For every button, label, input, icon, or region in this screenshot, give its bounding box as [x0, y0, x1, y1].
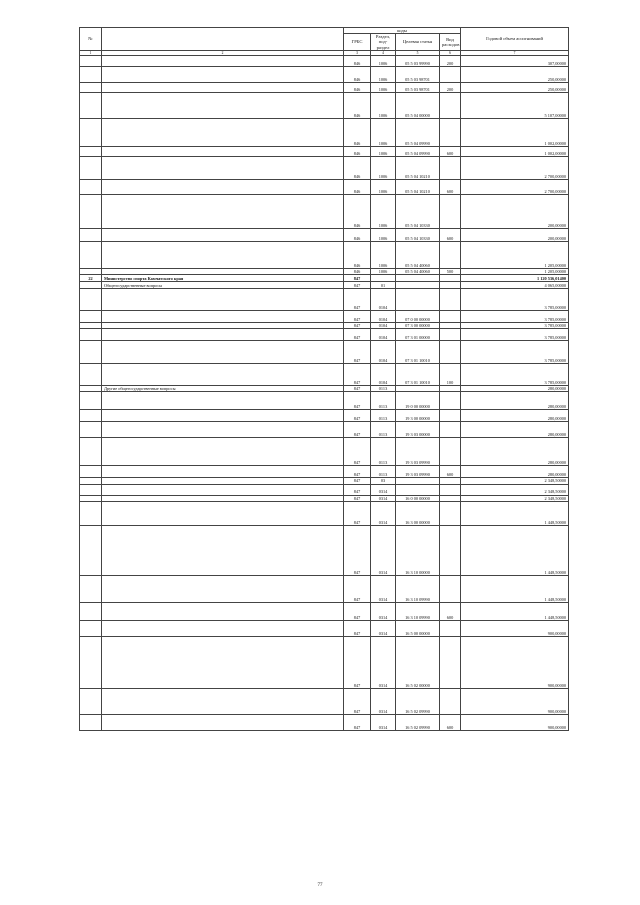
row-grbs: 847 — [344, 329, 371, 341]
row-amount: 1 205,00000 — [461, 241, 569, 268]
row-razdel: 0113 — [371, 392, 396, 410]
row-amount: 280,00000 — [461, 386, 569, 392]
table-row — [80, 392, 569, 410]
row-number — [80, 410, 102, 422]
row-expense-type — [440, 118, 461, 146]
row-grbs: 847 — [344, 410, 371, 422]
row-razdel: 01 — [371, 282, 396, 289]
table-row — [80, 82, 569, 92]
column-number: 2 — [102, 50, 344, 55]
row-target-item: 05 5 03 98701 — [396, 82, 440, 92]
row-amount: 280,00000 — [461, 410, 569, 422]
row-amount: 2 348,50000 — [461, 484, 569, 495]
row-number — [80, 620, 102, 636]
row-amount: 1 448,50000 — [461, 575, 569, 602]
row-expense-type — [440, 341, 461, 364]
row-razdel: 0314 — [371, 602, 396, 620]
row-amount: 280,00000 — [461, 392, 569, 410]
row-razdel: 0113 — [371, 466, 396, 478]
row-expense-type — [440, 282, 461, 289]
row-target-item: 16 3 10 09990 — [396, 575, 440, 602]
row-expense-type: 500 — [440, 268, 461, 274]
row-expense-type: 600 — [440, 228, 461, 241]
row-number — [80, 438, 102, 466]
row-number: 22 — [80, 275, 102, 282]
table-row — [80, 501, 569, 525]
table-row — [80, 146, 569, 156]
row-grbs: 846 — [344, 194, 371, 228]
row-name — [102, 438, 344, 466]
row-name — [102, 466, 344, 478]
row-target-item: 07 3 00 00000 — [396, 323, 440, 329]
row-grbs: 847 — [344, 714, 371, 730]
row-grbs: 847 — [344, 602, 371, 620]
row-number — [80, 714, 102, 730]
row-name — [102, 422, 344, 438]
row-grbs: 847 — [344, 289, 371, 311]
row-name — [102, 364, 344, 386]
row-target-item: 16 5 02 09990 — [396, 714, 440, 730]
row-number — [80, 466, 102, 478]
row-grbs: 846 — [344, 66, 371, 82]
row-amount: 1 448,50000 — [461, 602, 569, 620]
row-expense-type — [440, 241, 461, 268]
row-razdel: 0104 — [371, 329, 396, 341]
row-amount: 3 785,00000 — [461, 364, 569, 386]
row-number — [80, 146, 102, 156]
table-row — [80, 228, 569, 241]
row-expense-type — [440, 438, 461, 466]
row-name — [102, 82, 344, 92]
row-target-item: 05 5 04 10330 — [396, 194, 440, 228]
row-razdel: 0113 — [371, 422, 396, 438]
row-expense-type — [440, 422, 461, 438]
row-target-item: 05 5 03 99990 — [396, 55, 440, 66]
page-number: 77 — [317, 883, 323, 888]
row-expense-type — [440, 92, 461, 118]
row-expense-type: 200 — [440, 55, 461, 66]
row-number — [80, 422, 102, 438]
row-target-item: 07 0 00 00000 — [396, 311, 440, 323]
row-target-item — [396, 484, 440, 495]
row-grbs: 846 — [344, 82, 371, 92]
row-grbs: 847 — [344, 392, 371, 410]
column-header-name — [102, 28, 344, 51]
row-name — [102, 146, 344, 156]
row-number — [80, 311, 102, 323]
column-number: 3 — [344, 50, 371, 55]
row-name — [102, 241, 344, 268]
row-amount: 900,00000 — [461, 636, 569, 688]
column-header-codes: коды — [344, 28, 461, 34]
row-amount: 200,00000 — [461, 228, 569, 241]
table-row — [80, 620, 569, 636]
table-row — [80, 275, 569, 282]
row-amount: 3 785,00000 — [461, 323, 569, 329]
row-amount: 2 700,00000 — [461, 179, 569, 194]
row-grbs: 846 — [344, 55, 371, 66]
row-number — [80, 55, 102, 66]
row-target-item: 05 5 04 10210 — [396, 179, 440, 194]
table-row — [80, 311, 569, 323]
column-header-razdel: Раздел, под-раздел — [371, 34, 396, 51]
row-target-item: 16 3 00 00000 — [396, 501, 440, 525]
table-row — [80, 410, 569, 422]
row-number — [80, 484, 102, 495]
row-grbs: 847 — [344, 575, 371, 602]
row-razdel: 0314 — [371, 501, 396, 525]
row-number — [80, 289, 102, 311]
row-expense-type — [440, 329, 461, 341]
row-name — [102, 714, 344, 730]
row-name — [102, 55, 344, 66]
row-grbs: 846 — [344, 241, 371, 268]
row-name — [102, 501, 344, 525]
row-amount: 3 785,00000 — [461, 289, 569, 311]
table-body — [80, 55, 569, 730]
row-grbs: 847 — [344, 466, 371, 478]
row-grbs: 847 — [344, 636, 371, 688]
row-target-item: 16 0 00 00000 — [396, 495, 440, 501]
row-expense-type: 600 — [440, 146, 461, 156]
row-target-item: 19 0 00 00000 — [396, 392, 440, 410]
table-row — [80, 341, 569, 364]
table-row — [80, 194, 569, 228]
row-grbs: 846 — [344, 156, 371, 179]
row-target-item: 05 5 04 09990 — [396, 146, 440, 156]
row-amount: 900,00000 — [461, 688, 569, 714]
row-razdel: 1006 — [371, 66, 396, 82]
row-amount: 1 002,00000 — [461, 118, 569, 146]
row-expense-type — [440, 410, 461, 422]
row-target-item: 05 5 04 09990 — [396, 118, 440, 146]
row-grbs: 847 — [344, 364, 371, 386]
row-amount: 900,00000 — [461, 620, 569, 636]
column-number: 5 — [396, 50, 440, 55]
table-row — [80, 156, 569, 179]
row-expense-type — [440, 501, 461, 525]
table-row — [80, 329, 569, 341]
table-row — [80, 636, 569, 688]
row-target-item: 16 3 10 09990 — [396, 602, 440, 620]
row-number — [80, 118, 102, 146]
row-razdel: 0104 — [371, 341, 396, 364]
table-row — [80, 466, 569, 478]
row-razdel: 0113 — [371, 410, 396, 422]
row-grbs: 846 — [344, 118, 371, 146]
row-razdel: 0104 — [371, 364, 396, 386]
row-razdel: 0104 — [371, 289, 396, 311]
table-row — [80, 438, 569, 466]
budget-table-sheet — [79, 27, 568, 731]
row-razdel: 03 — [371, 478, 396, 484]
row-amount: 250,00000 — [461, 66, 569, 82]
row-number — [80, 156, 102, 179]
row-number — [80, 228, 102, 241]
row-grbs: 847 — [344, 484, 371, 495]
row-number — [80, 525, 102, 575]
row-number — [80, 688, 102, 714]
row-grbs: 847 — [344, 282, 371, 289]
row-target-item — [396, 282, 440, 289]
budget-table — [79, 27, 569, 731]
row-name — [102, 92, 344, 118]
table-row — [80, 66, 569, 82]
row-number — [80, 501, 102, 525]
row-razdel: 1006 — [371, 179, 396, 194]
row-name — [102, 636, 344, 688]
row-number — [80, 602, 102, 620]
row-razdel: 1006 — [371, 118, 396, 146]
row-expense-type — [440, 156, 461, 179]
row-number — [80, 575, 102, 602]
row-expense-type — [440, 66, 461, 82]
row-number — [80, 241, 102, 268]
table-row — [80, 364, 569, 386]
table-row — [80, 289, 569, 311]
row-amount: 3 785,00000 — [461, 311, 569, 323]
row-amount: 3 785,00000 — [461, 341, 569, 364]
row-name — [102, 289, 344, 311]
row-amount: 1 120 536,01400 — [461, 275, 569, 282]
row-razdel: 0314 — [371, 575, 396, 602]
row-grbs: 847 — [344, 323, 371, 329]
row-target-item: 19 3 03 09990 — [396, 438, 440, 466]
row-grbs: 847 — [344, 275, 371, 282]
row-amount: 900,00000 — [461, 714, 569, 730]
row-target-item: 05 5 04 40060 — [396, 241, 440, 268]
row-target-item: 05 5 04 10210 — [396, 156, 440, 179]
row-expense-type: 600 — [440, 466, 461, 478]
row-razdel: 1006 — [371, 156, 396, 179]
row-number — [80, 392, 102, 410]
row-expense-type: 100 — [440, 364, 461, 386]
row-target-item: 07 3 01 10010 — [396, 364, 440, 386]
row-name — [102, 688, 344, 714]
table-row — [80, 525, 569, 575]
row-grbs: 847 — [344, 501, 371, 525]
row-razdel: 0314 — [371, 688, 396, 714]
row-amount: 280,00000 — [461, 438, 569, 466]
column-header-number: № — [80, 28, 102, 51]
row-razdel: 0314 — [371, 495, 396, 501]
row-grbs: 846 — [344, 228, 371, 241]
row-razdel: 0113 — [371, 438, 396, 466]
table-row — [80, 179, 569, 194]
column-number: 7 — [461, 50, 569, 55]
row-target-item: 05 5 04 00000 — [396, 92, 440, 118]
row-amount: 1 448,50000 — [461, 501, 569, 525]
row-grbs: 847 — [344, 438, 371, 466]
row-target-item: 05 5 04 10330 — [396, 228, 440, 241]
column-number: 1 — [80, 50, 102, 55]
row-razdel: 0104 — [371, 311, 396, 323]
row-name — [102, 329, 344, 341]
row-amount: 1 002,00000 — [461, 146, 569, 156]
row-amount: 200,00000 — [461, 194, 569, 228]
row-grbs: 847 — [344, 525, 371, 575]
row-razdel: 0314 — [371, 484, 396, 495]
row-amount: 307,00000 — [461, 55, 569, 66]
row-name — [102, 66, 344, 82]
row-target-item: 07 3 01 00000 — [396, 329, 440, 341]
row-razdel: 0113 — [371, 386, 396, 392]
row-expense-type — [440, 194, 461, 228]
row-razdel: 1006 — [371, 92, 396, 118]
column-header-expense-type: Вид расходов — [440, 34, 461, 51]
row-expense-type — [440, 525, 461, 575]
row-expense-type — [440, 311, 461, 323]
row-expense-type: 600 — [440, 602, 461, 620]
row-razdel: 0314 — [371, 636, 396, 688]
row-amount: 2 348,50000 — [461, 478, 569, 484]
row-name — [102, 602, 344, 620]
row-target-item: 19 3 03 09990 — [396, 466, 440, 478]
row-grbs: 847 — [344, 422, 371, 438]
row-razdel: 1006 — [371, 268, 396, 274]
row-razdel: 0104 — [371, 323, 396, 329]
row-name — [102, 194, 344, 228]
row-target-item: 16 5 00 00000 — [396, 620, 440, 636]
row-grbs: 847 — [344, 311, 371, 323]
row-expense-type — [440, 289, 461, 311]
column-header-amount: Годовой объем ассигнований — [461, 28, 569, 51]
row-amount: 280,00000 — [461, 466, 569, 478]
row-target-item: 19 3 00 00000 — [396, 410, 440, 422]
table-row — [80, 422, 569, 438]
row-razdel — [371, 275, 396, 282]
row-expense-type: 600 — [440, 179, 461, 194]
row-name — [102, 118, 344, 146]
row-name — [102, 410, 344, 422]
column-number: 6 — [440, 50, 461, 55]
row-razdel: 1006 — [371, 241, 396, 268]
row-amount: 1 205,00000 — [461, 268, 569, 274]
row-razdel: 1006 — [371, 82, 396, 92]
row-target-item: 05 5 03 98701 — [396, 66, 440, 82]
row-name: Министерство спорта Камчатского края — [102, 275, 344, 282]
row-razdel: 1006 — [371, 146, 396, 156]
row-expense-type — [440, 575, 461, 602]
row-name: Общегосударственные вопросы — [102, 282, 344, 289]
column-header-target-item: Целевая статья — [396, 34, 440, 51]
row-grbs: 847 — [344, 620, 371, 636]
row-name: Другие общегосударственные вопросы — [102, 386, 344, 392]
row-number — [80, 179, 102, 194]
row-name — [102, 620, 344, 636]
row-amount: 4 065,00000 — [461, 282, 569, 289]
column-header-grbs: ГРБС — [344, 34, 371, 51]
row-name — [102, 392, 344, 410]
row-razdel: 1006 — [371, 55, 396, 66]
row-razdel: 1006 — [371, 194, 396, 228]
table-row — [80, 118, 569, 146]
row-target-item: 16 5 02 09990 — [396, 688, 440, 714]
row-target-item: 16 3 10 00000 — [396, 525, 440, 575]
row-amount: 2 348,50000 — [461, 495, 569, 501]
row-name — [102, 525, 344, 575]
row-grbs: 847 — [344, 495, 371, 501]
column-number: 4 — [371, 50, 396, 55]
table-row — [80, 92, 569, 118]
row-name — [102, 228, 344, 241]
row-target-item: 07 3 01 10010 — [396, 341, 440, 364]
row-name — [102, 156, 344, 179]
row-amount: 3 785,00000 — [461, 329, 569, 341]
row-grbs: 847 — [344, 478, 371, 484]
row-target-item: 05 5 04 40060 — [396, 268, 440, 274]
row-number — [80, 92, 102, 118]
row-amount: 5 107,00000 — [461, 92, 569, 118]
row-grbs: 846 — [344, 92, 371, 118]
table-row — [80, 602, 569, 620]
row-expense-type — [440, 484, 461, 495]
row-number — [80, 329, 102, 341]
table-row — [80, 484, 569, 495]
table-row — [80, 575, 569, 602]
row-expense-type — [440, 620, 461, 636]
row-amount: 280,00000 — [461, 422, 569, 438]
row-target-item — [396, 289, 440, 311]
row-grbs: 847 — [344, 386, 371, 392]
row-name — [102, 179, 344, 194]
row-expense-type: 600 — [440, 714, 461, 730]
row-grbs: 847 — [344, 341, 371, 364]
row-number — [80, 82, 102, 92]
row-grbs: 846 — [344, 179, 371, 194]
row-name — [102, 575, 344, 602]
row-number — [80, 282, 102, 289]
row-expense-type — [440, 275, 461, 282]
row-number — [80, 194, 102, 228]
table-row — [80, 714, 569, 730]
table-row — [80, 688, 569, 714]
row-razdel: 0314 — [371, 620, 396, 636]
row-grbs: 846 — [344, 146, 371, 156]
row-amount: 250,00000 — [461, 82, 569, 92]
row-target-item: 16 5 02 00000 — [396, 636, 440, 688]
row-number — [80, 636, 102, 688]
table-row — [80, 55, 569, 66]
table-row — [80, 241, 569, 268]
row-expense-type — [440, 636, 461, 688]
row-expense-type — [440, 392, 461, 410]
row-amount: 2 700,00000 — [461, 156, 569, 179]
row-name — [102, 311, 344, 323]
row-amount: 1 448,50000 — [461, 525, 569, 575]
row-target-item — [396, 275, 440, 282]
row-razdel: 1006 — [371, 228, 396, 241]
row-number — [80, 66, 102, 82]
table-row — [80, 282, 569, 289]
row-name — [102, 341, 344, 364]
row-grbs: 847 — [344, 688, 371, 714]
row-razdel: 0314 — [371, 525, 396, 575]
row-expense-type — [440, 688, 461, 714]
row-name — [102, 484, 344, 495]
row-expense-type: 200 — [440, 82, 461, 92]
row-target-item: 19 3 03 00000 — [396, 422, 440, 438]
row-razdel: 0314 — [371, 714, 396, 730]
row-grbs: 846 — [344, 268, 371, 274]
row-number — [80, 341, 102, 364]
row-number — [80, 364, 102, 386]
